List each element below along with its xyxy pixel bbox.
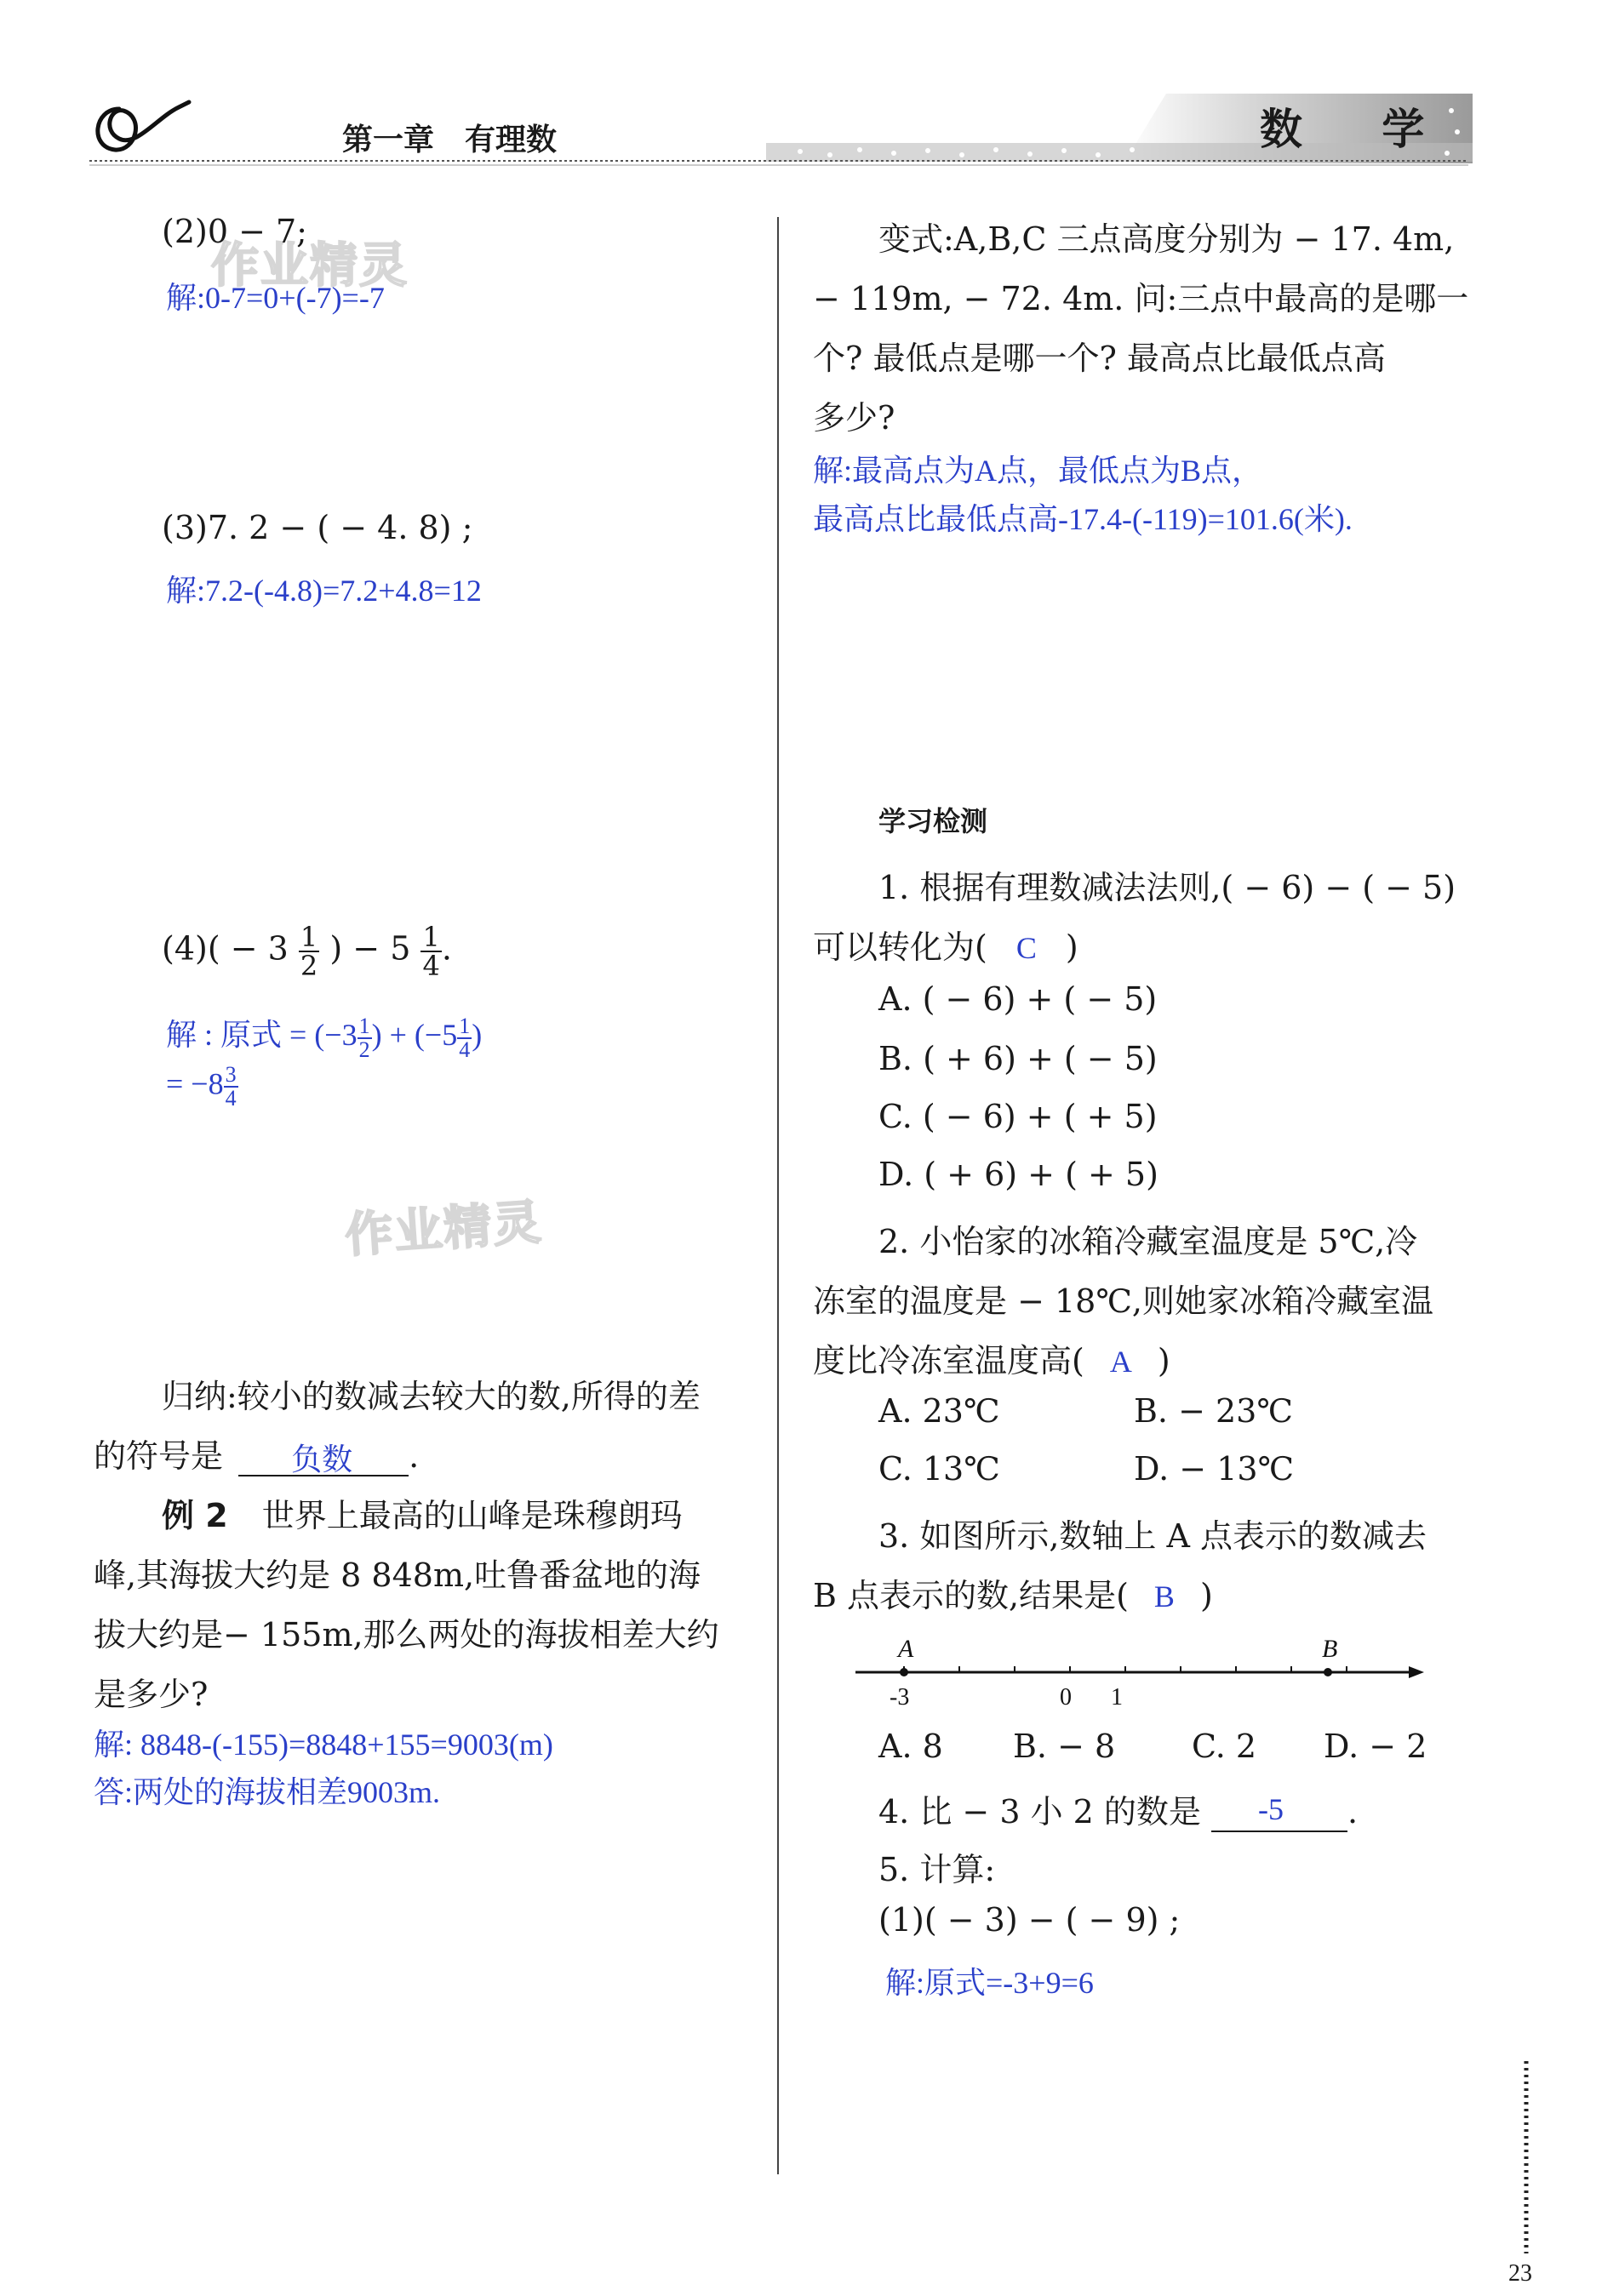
tick-label-1: 1 xyxy=(1111,1684,1123,1711)
chapter-title: 第一章 有理数 xyxy=(342,123,558,157)
q3-option-a: A. 8 xyxy=(878,1728,943,1765)
question-3-label: (3)7. 2 − ( − 4. 8) ; xyxy=(162,509,473,546)
q5-sub-1: (1)( − 3) − ( − 9) ; xyxy=(878,1901,1181,1939)
point-a-dot xyxy=(900,1668,908,1676)
question-4-result: = −8 $\frac{3}{4}$ xyxy=(166,1062,237,1111)
q3-line-2: B 点表示的数,结果是( B ) xyxy=(813,1577,1213,1614)
header-rule xyxy=(89,158,1468,167)
question-4-answer: 解 : 原式 = (−3 $\frac{1}{2}$ ) + (−5 $\frac{1}{4}$ ) xyxy=(166,1013,483,1062)
q1-line-1: 1. 根据有理数减法法则,( − 6) − ( − 5) xyxy=(878,869,1456,906)
example-2-line-3: 拔大约是− 155m,那么两处的海拔相差大约 xyxy=(94,1616,719,1653)
q1-option-d: D. ( + 6) + ( + 5) xyxy=(878,1156,1158,1193)
q4-prefix: (4)( − 3 xyxy=(162,929,289,968)
page-dots xyxy=(1521,2059,1531,2255)
q3-option-c: C. 2 xyxy=(1192,1728,1257,1765)
fraction: $\frac{1}{2}$ xyxy=(300,921,318,982)
q1-answer: C xyxy=(1015,931,1037,965)
fraction: $\frac{1}{4}$ xyxy=(459,1013,471,1062)
fraction: $\frac{3}{4}$ xyxy=(225,1062,237,1111)
q4-blank: -5 xyxy=(1211,1800,1347,1832)
q2-option-b: B. − 23℃ xyxy=(1134,1392,1293,1430)
example-2-line-2: 峰,其海拔大约是 8 848m,吐鲁番盆地的海 xyxy=(94,1556,701,1594)
q4-mid: ) − 5 xyxy=(329,929,411,968)
variant-line-4: 多少? xyxy=(813,399,895,437)
example-2-line-1: 例 2 世界上最高的山峰是珠穆朗玛 xyxy=(162,1497,683,1534)
axis-arrow xyxy=(1409,1666,1424,1678)
q5-answer: 解:原式=-3+9=6 xyxy=(885,1966,1094,2000)
column-divider xyxy=(777,217,779,2174)
q2-option-a: A. 23℃ xyxy=(878,1392,1000,1430)
example-2-label: 例 2 xyxy=(162,1497,228,1534)
watermark: 作业精灵 xyxy=(343,1194,545,1265)
summary-line-2: 的符号是 负数 . xyxy=(94,1437,420,1476)
subject-title: 数 学 xyxy=(1260,105,1457,154)
q2-option-c: C. 13℃ xyxy=(878,1450,1000,1488)
fraction: $\frac{1}{2}$ xyxy=(358,1013,370,1062)
fraction: $\frac{1}{4}$ xyxy=(422,921,440,982)
q2-answer: A xyxy=(1109,1345,1132,1379)
q1-option-c: C. ( − 6) + ( + 5) xyxy=(878,1098,1158,1135)
question-3-answer: 解:7.2-(-4.8)=7.2+4.8=12 xyxy=(166,574,482,608)
q2-line-2: 冻室的温度是 − 18℃,则她家冰箱冷藏室温 xyxy=(813,1282,1433,1320)
q2-line-1: 2. 小怡家的冰箱冷藏室温度是 5℃,冷 xyxy=(878,1223,1418,1260)
tick-label-0: 0 xyxy=(1060,1684,1072,1711)
header-logo xyxy=(85,92,196,160)
watermark: 作业精灵 xyxy=(211,238,409,294)
variant-line-1: 变式:A,B,C 三点高度分别为 − 17. 4m, xyxy=(878,220,1455,258)
example-2-line-4: 是多少? xyxy=(94,1676,209,1713)
q2-line-3: 度比冷冻室温度高( A ) xyxy=(813,1342,1170,1379)
question-2-answer: 解:0-7=0+(-7)=-7 xyxy=(166,281,385,315)
summary-line-1: 归纳:较小的数减去较大的数,所得的差 xyxy=(162,1378,701,1415)
example-2-answer-1: 解: 8848-(-155)=8848+155=9003(m) xyxy=(94,1728,553,1762)
q4-end: . xyxy=(441,929,452,968)
tick-label-neg3: -3 xyxy=(890,1684,910,1711)
q1-option-b: B. ( + 6) + ( − 5) xyxy=(878,1040,1158,1077)
variant-answer-1: 解:最高点为A点，最低点为B点， xyxy=(813,454,1263,488)
example-2-answer-2: 答:两处的海拔相差9003m. xyxy=(94,1775,441,1809)
number-line xyxy=(855,1630,1426,1715)
question-2-label: (2)0 − 7; xyxy=(162,213,307,250)
q1-option-a: A. ( − 6) + ( − 5) xyxy=(878,980,1158,1018)
question-4-label xyxy=(162,923,452,980)
variant-answer-2: 最高点比最低点高-17.4-(-119)=101.6(米). xyxy=(813,502,1353,536)
summary-blank: 负数 xyxy=(238,1444,409,1476)
variant-line-3: 个? 最低点是哪一个? 最高点比最低点高 xyxy=(813,340,1386,377)
q3-option-d: D. − 2 xyxy=(1324,1728,1427,1765)
point-a-label: A xyxy=(898,1635,914,1663)
q3-option-b: B. − 8 xyxy=(1013,1728,1116,1765)
q3-answer: B xyxy=(1153,1579,1175,1613)
page-number: 23 xyxy=(1508,2260,1532,2287)
q4-line: 4. 比 − 3 小 2 的数是 -5 . xyxy=(878,1792,1359,1831)
q3-line-1: 3. 如图所示,数轴上 A 点表示的数减去 xyxy=(878,1517,1427,1555)
variant-line-2: − 119m, − 72. 4m. 问:三点中最高的是哪一 xyxy=(813,280,1469,317)
q5-title: 5. 计算: xyxy=(878,1851,996,1888)
q2-option-d: D. − 13℃ xyxy=(1134,1450,1295,1488)
point-b-label: B xyxy=(1322,1635,1338,1663)
section-title: 学习检测 xyxy=(878,805,988,837)
q1-line-2: 可以转化为( C ) xyxy=(813,928,1078,966)
point-b-dot xyxy=(1324,1668,1332,1676)
